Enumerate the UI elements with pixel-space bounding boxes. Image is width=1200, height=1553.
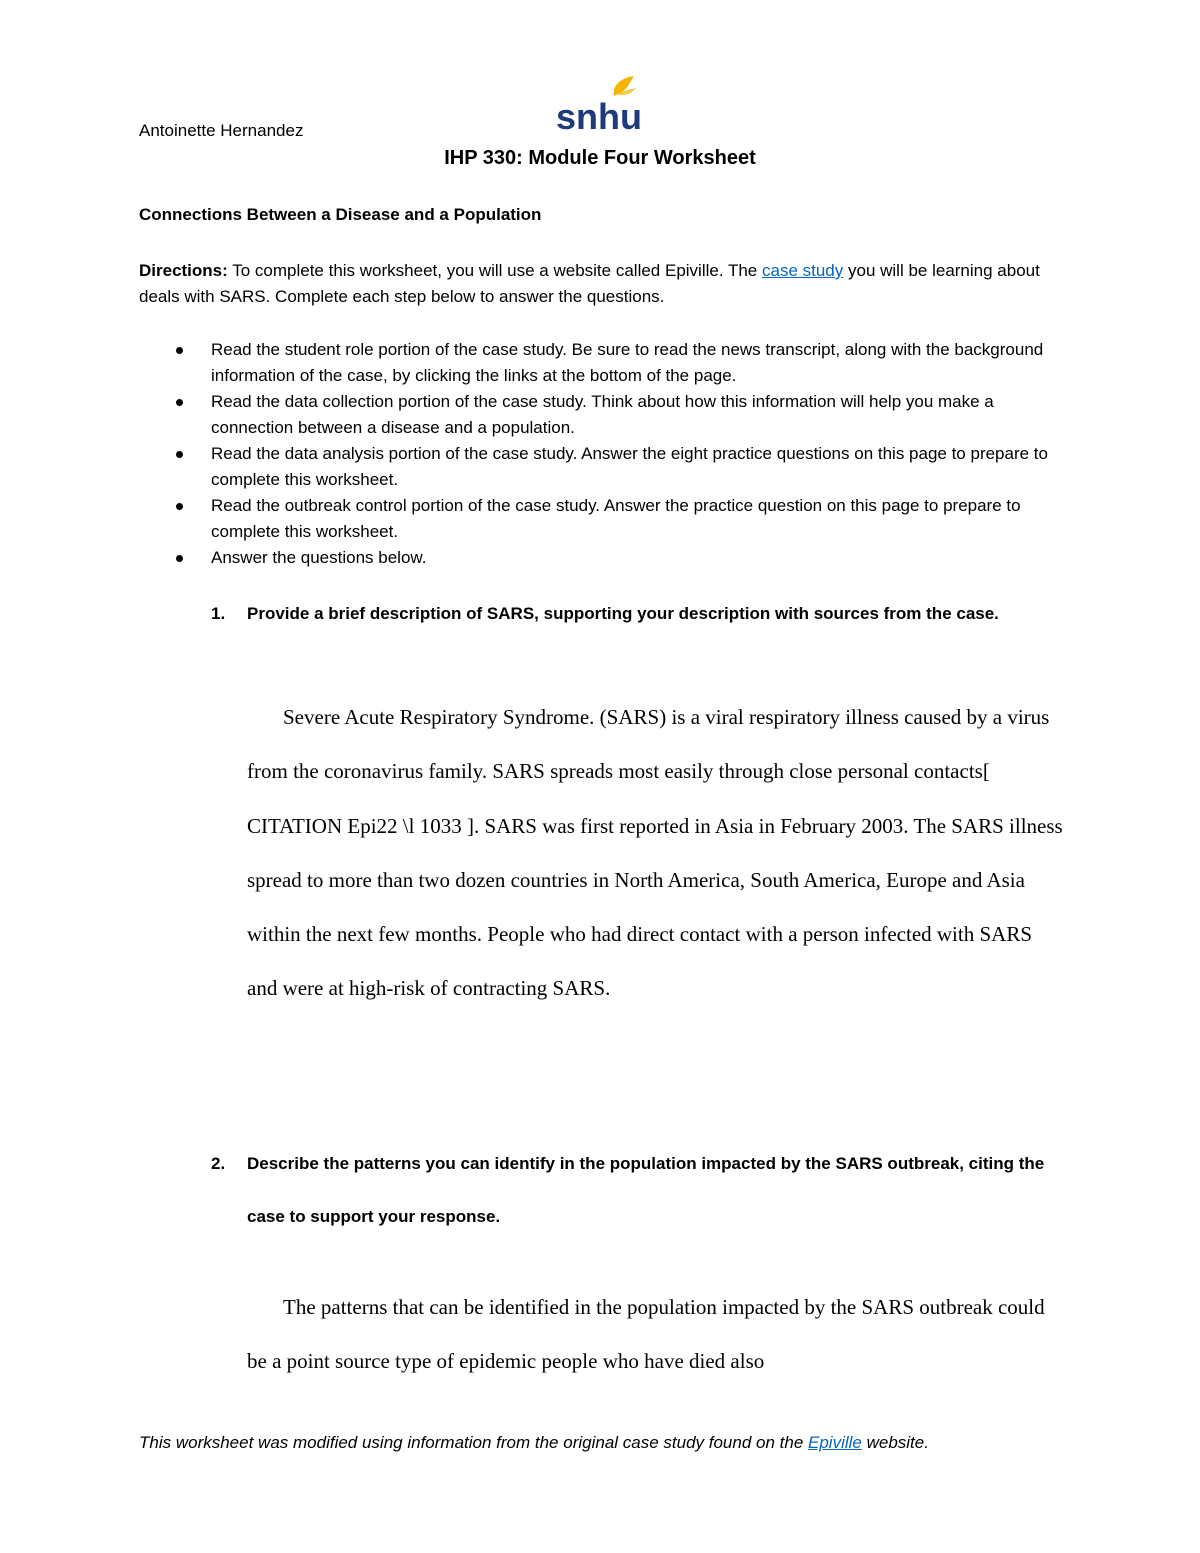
author-name: Antoinette Hernandez: [139, 121, 304, 140]
list-item-text: Read the outbreak control portion of the case study. Answer the practice question on this page to prepare to complete this worksheet.: [211, 496, 1021, 541]
question-text: Describe the patterns you can identify in the population impacted by the SARS outbreak, citing the case to support your response.: [247, 1154, 1045, 1226]
case-study-link[interactable]: case study: [762, 261, 844, 280]
directions-label: Directions:: [139, 261, 228, 280]
footer-text: This worksheet was modified using information from the original case study found on the: [139, 1433, 809, 1452]
bullet-icon: [176, 451, 183, 458]
section-heading: Connections Between a Disease and a Population: [139, 205, 542, 224]
list-item: [139, 545, 1069, 571]
list-item-text: Answer the questions below.: [211, 548, 427, 567]
list-item-text: Read the data collection portion of the case study. Think about how this information will help you make a connection between a disease and a population.: [211, 392, 994, 437]
answer-2: [247, 1280, 1067, 1389]
flame-icon: [556, 74, 640, 132]
answer-text: Severe Acute Respiratory Syndrome. (SARS) is a viral respiratory illness caused by a virus from the coronavirus family. SARS spreads most easily through close personal contacts[ CITATION Epi22 \l 1033 ]. SARS was first reported in Asia in February 2003. The SARS illness spread to more than two dozen countries in North America, South America, Europe and Asia within the next few months. People who had direct contact with a person infected with SARS and were at high-risk of contracting SARS.: [247, 705, 1063, 1001]
directions-paragraph: [139, 258, 1069, 310]
epiville-link[interactable]: Epiville: [808, 1433, 862, 1452]
list-item-text: Read the student role portion of the case study. Be sure to read the news transcript, along with the background information of the case, by clicking the links at the bottom of the page.: [211, 340, 1044, 385]
question-number: 2.: [211, 1154, 226, 1173]
answer-1: [247, 690, 1067, 1016]
steps-list: [139, 337, 1069, 571]
logo-text: snhu: [556, 96, 640, 132]
bullet-icon: [176, 399, 183, 406]
question-1: [211, 601, 1071, 627]
list-item: [139, 493, 1069, 545]
question-2: [211, 1137, 1071, 1243]
footer-text-end: website.: [861, 1433, 929, 1452]
list-item-text: Read the data analysis portion of the case study. Answer the eight practice questions on this page to prepare to complete this worksheet.: [211, 444, 1048, 489]
list-item: [139, 441, 1069, 493]
page-title: IHP 330: Module Four Worksheet: [444, 147, 756, 169]
list-item: [139, 389, 1069, 441]
bullet-icon: [176, 555, 183, 562]
directions-text-end: you will be learning about deals with SARS. Complete each step below to answer the questions.: [139, 261, 1040, 306]
snhu-logo: [556, 74, 640, 132]
answer-text: The patterns that can be identified in the population impacted by the SARS outbreak could be a point source type of epidemic people who have died also: [247, 1295, 1045, 1374]
question-text: Provide a brief description of SARS, supporting your description with sources from the case.: [247, 604, 999, 623]
directions-text: To complete this worksheet, you will use a website called Epiville. The: [227, 261, 762, 280]
bullet-icon: [176, 503, 183, 510]
list-item: [139, 337, 1069, 389]
footer-note: [139, 1428, 1039, 1457]
bullet-icon: [176, 347, 183, 354]
question-number: 1.: [211, 604, 226, 623]
